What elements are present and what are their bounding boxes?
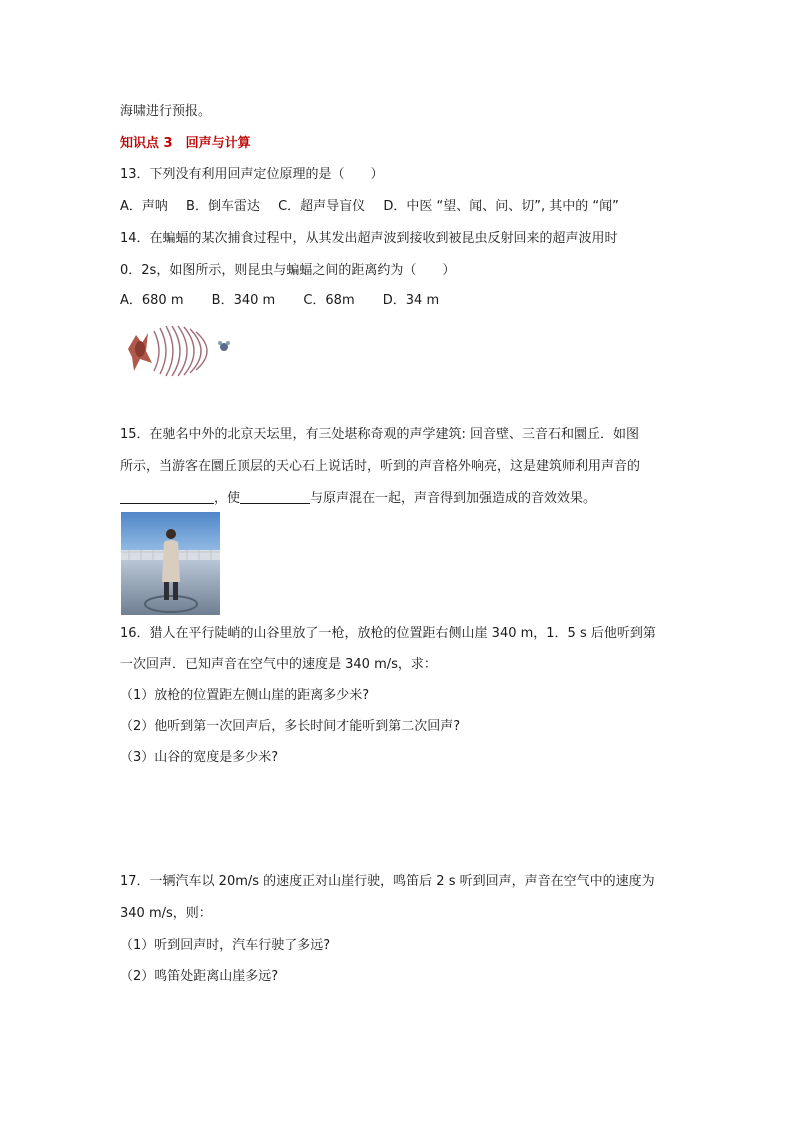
answer-blank-2[interactable] xyxy=(240,489,310,504)
question-15-line1: 15．在驰名中外的北京天坛里，有三处堪称奇观的声学建筑: 回音壁、三音石和圜丘．如图 xyxy=(120,427,640,442)
question-16-line1: 16．猎人在平行陡峭的山谷里放了一枪，放枪的位置距右侧山崖 340 m，1．5 s 后他听到第 xyxy=(120,626,656,641)
q14-option-a[interactable]: A．680 m xyxy=(120,293,184,308)
answer-blank-1[interactable] xyxy=(120,489,214,504)
q15-end-text: 与原声混在一起，声音得到加强造成的音效效果。 xyxy=(310,491,597,506)
question-16-part2: （2）他听到第一次回声后，多长时间才能听到第二次回声? xyxy=(120,719,461,734)
q13-option-a[interactable]: A．声呐 xyxy=(120,199,168,214)
q14-option-b[interactable]: B．340 m xyxy=(211,293,276,308)
q13-option-b[interactable]: B．倒车雷达 xyxy=(186,199,260,214)
q15-mid-text: ，使 xyxy=(214,491,241,506)
q13-option-d[interactable]: D．中医 “望、闻、问、切”, 其中的 “闻” xyxy=(383,199,619,214)
question-16-part3: （3）山谷的宽度是多少米? xyxy=(120,750,279,765)
question-16-part1: （1）放枪的位置距左侧山崖的距离多少米? xyxy=(120,688,370,703)
question-17-line2: 340 m/s，则： xyxy=(120,906,212,921)
question-14-line1: 14．在蝙蝠的某次捕食过程中，从其发出超声波到接收到被昆虫反射回来的超声波用时 xyxy=(120,231,618,246)
q13-option-c[interactable]: C．超声导盲仪 xyxy=(278,199,366,214)
tiantan-photo xyxy=(121,512,220,615)
question-16-line2: 一次回声．已知声音在空气中的速度是 340 m/s，求： xyxy=(120,657,437,672)
question-17-line1: 17．一辆汽车以 20m/s 的速度正对山崖行驶，鸣笛后 2 s 听到回声，声音在空气中的速度为 xyxy=(120,874,655,889)
q13-options xyxy=(120,198,619,216)
intro-line: 海啸进行预报。 xyxy=(120,104,212,119)
q14-options xyxy=(120,292,439,310)
section-heading: 知识点 3 回声与计算 xyxy=(120,136,251,151)
question-14-line2: 0．2s，如图所示，则昆虫与蝙蝠之间的距离约为（ ） xyxy=(120,263,456,278)
question-17-part1: （1）听到回声时，汽车行驶了多远? xyxy=(120,938,331,953)
question-15-line2: 所示，当游客在圜丘顶层的天心石上说话时，听到的声音格外响亮，这是建筑师利用声音的 xyxy=(120,459,641,474)
question-15-line3 xyxy=(120,489,596,508)
q14-option-c[interactable]: C．68m xyxy=(303,293,355,308)
question-17-part2: （2）鸣笛处距离山崖多远? xyxy=(120,969,279,984)
q14-option-d[interactable]: D．34 m xyxy=(382,293,440,308)
question-13: 13．下列没有利用回声定位原理的是（ ） xyxy=(120,167,384,182)
bat-echolocation-icon xyxy=(124,325,234,377)
